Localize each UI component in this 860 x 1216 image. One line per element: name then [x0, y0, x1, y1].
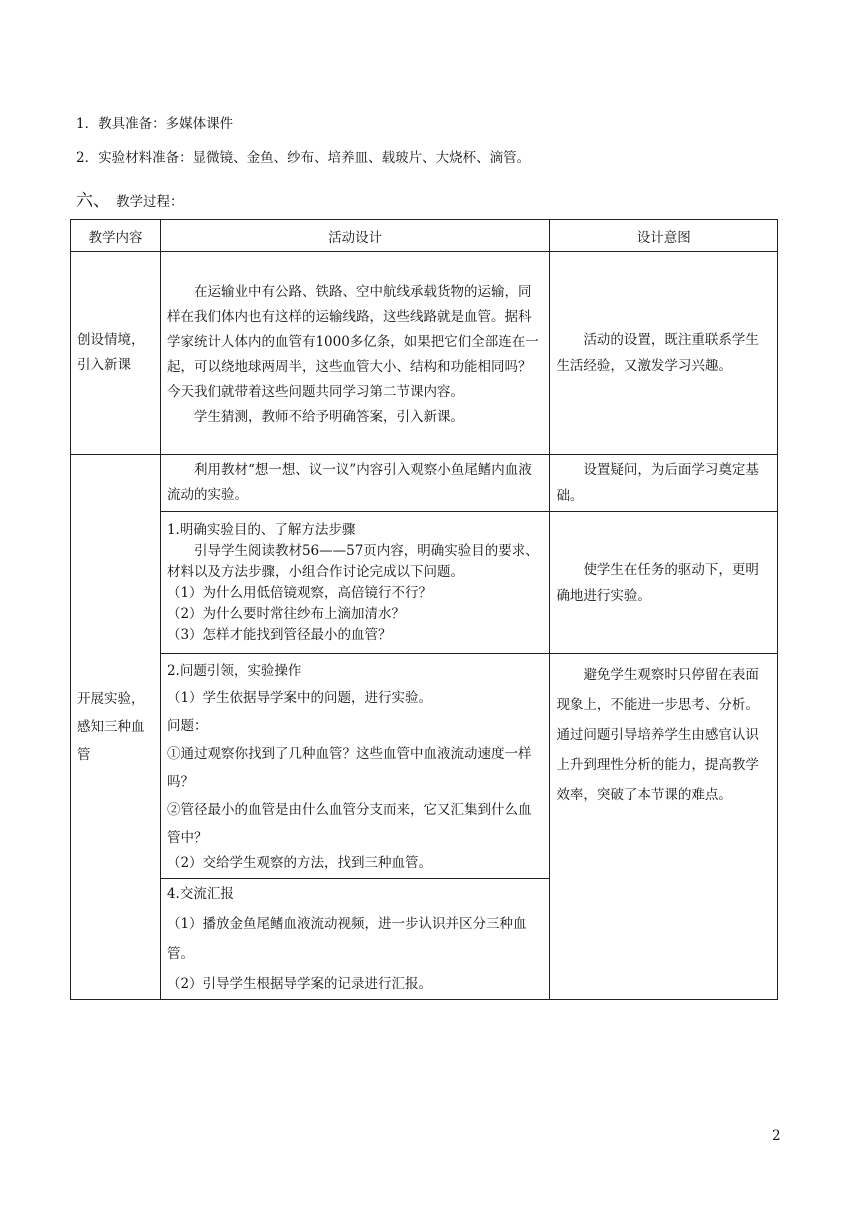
row2-sub4-activity-cell: [160, 879, 549, 1000]
row2-content: 开展实验，感知三种血管: [77, 691, 145, 763]
row2-sub3-l4: ②管径最小的血管是由什么血管分支而来，它又汇集到什么血管中？: [166, 802, 532, 846]
prep-line-1: 1．教具准备：多媒体课件: [76, 116, 234, 132]
header-content: 教学内容: [71, 220, 161, 252]
row2-sub3-title: 2.问题引领，实验操作: [166, 663, 302, 679]
row2-content-cell: [71, 455, 161, 1000]
section-heading: [76, 186, 184, 211]
row1-intent-cell: [550, 252, 778, 455]
row1-intent: 活动的设置，既注重联系学生生活经验，又激发学习兴趣。: [556, 332, 759, 374]
row2-sub3-activity-cell: [160, 654, 549, 879]
row2-sub2-q2: （2）为什么要时常往纱布上滴加清水？: [166, 605, 406, 622]
row1-activity-p1: 在运输业中有公路、铁路、空中航线承载货物的运输，同样在我们体内也有这样的运输线路，这些线路就是血管。据科学家统计人体内的血管有1000多亿条，如果把它们全部连在一起，可以绕地球两周半，这些血管大小、结构和功能相同吗？今天我们就带着这些问题共同学习第二节课内容。: [166, 284, 539, 400]
table-header-row: [71, 220, 778, 252]
row2-sub4-l2: （2）引导学生根据导学案的记录进行汇报。: [166, 976, 433, 992]
row2-sub2-title: 1.明确实验目的、了解方法步骤: [166, 521, 356, 538]
row2-sub2-body: 引导学生阅读教材56——57页内容，明确实验目的要求、材料以及方法步骤，小组合作讨论完成以下问题。: [166, 542, 539, 580]
row2-sub1-intent-cell: [550, 455, 778, 512]
prep-line-2: 2．实验材料准备：显微镜、金鱼、纱布、培养皿、载玻片、大烧杯、滴管。: [76, 150, 531, 166]
row2-sub1-intent: 设置疑问，为后面学习奠定基础。: [556, 462, 759, 504]
row1-content: 创设情境，引入新课: [77, 332, 145, 373]
row2-sub3-l1: （1）学生依据导学案中的问题，进行实验。: [166, 690, 433, 706]
teaching-process-table: [70, 219, 778, 1000]
table-row: [71, 455, 778, 512]
row2-sub2-intent-cell: [550, 512, 778, 654]
row2-sub3-l3: ①通过观察你找到了几种血管？这些血管中血液流动速度一样吗？: [166, 746, 532, 790]
row2-sub1-activity-cell: [160, 455, 549, 512]
row2-sub2-q3: （3）怎样才能找到管径最小的血管？: [166, 626, 392, 643]
row1-activity-cell: [160, 252, 549, 455]
row2-sub4-title: 4.交流汇报: [166, 886, 234, 902]
table-row: [71, 252, 778, 455]
row2-sub2-q1: （1）为什么用低倍镜观察，高倍镜行不行？: [166, 584, 433, 601]
row2-sub34-intent: 避免学生观察时只停留在表面现象上，不能进一步思考、分析。通过问题引导培养学生由感官认识上升到理性分析的能力，提高教学效率，突破了本节课的难点。: [556, 667, 759, 803]
row2-sub34-intent-cell: [550, 654, 778, 1000]
row2-sub3-l2: 问题：: [166, 718, 208, 734]
section-number: 六、: [76, 191, 110, 211]
row2-sub2-activity-cell: [160, 512, 549, 654]
row1-activity-p2: 学生猜测，教师不给予明确答案，引入新课。: [193, 409, 464, 425]
table-row: [71, 512, 778, 654]
table-row: [71, 654, 778, 879]
page-number: 2: [772, 1128, 781, 1144]
row1-content-cell: [71, 252, 161, 455]
row2-sub2-intent: 使学生在任务的驱动下，更明确地进行实验。: [556, 561, 759, 604]
row2-sub1-activity: 利用教材“想一想、议一议”内容引入观察小鱼尾鳍内血液流动的实验。: [166, 462, 532, 503]
row2-sub3-l5: （2）交给学生观察的方法，找到三种血管。: [166, 855, 433, 871]
header-intent: 设计意图: [550, 220, 778, 252]
header-activity: 活动设计: [160, 220, 549, 252]
row2-sub4-l1: （1）播放金鱼尾鳍血液流动视频，进一步认识并区分三种血管。: [166, 916, 527, 962]
section-title: 教学过程：: [116, 194, 184, 210]
